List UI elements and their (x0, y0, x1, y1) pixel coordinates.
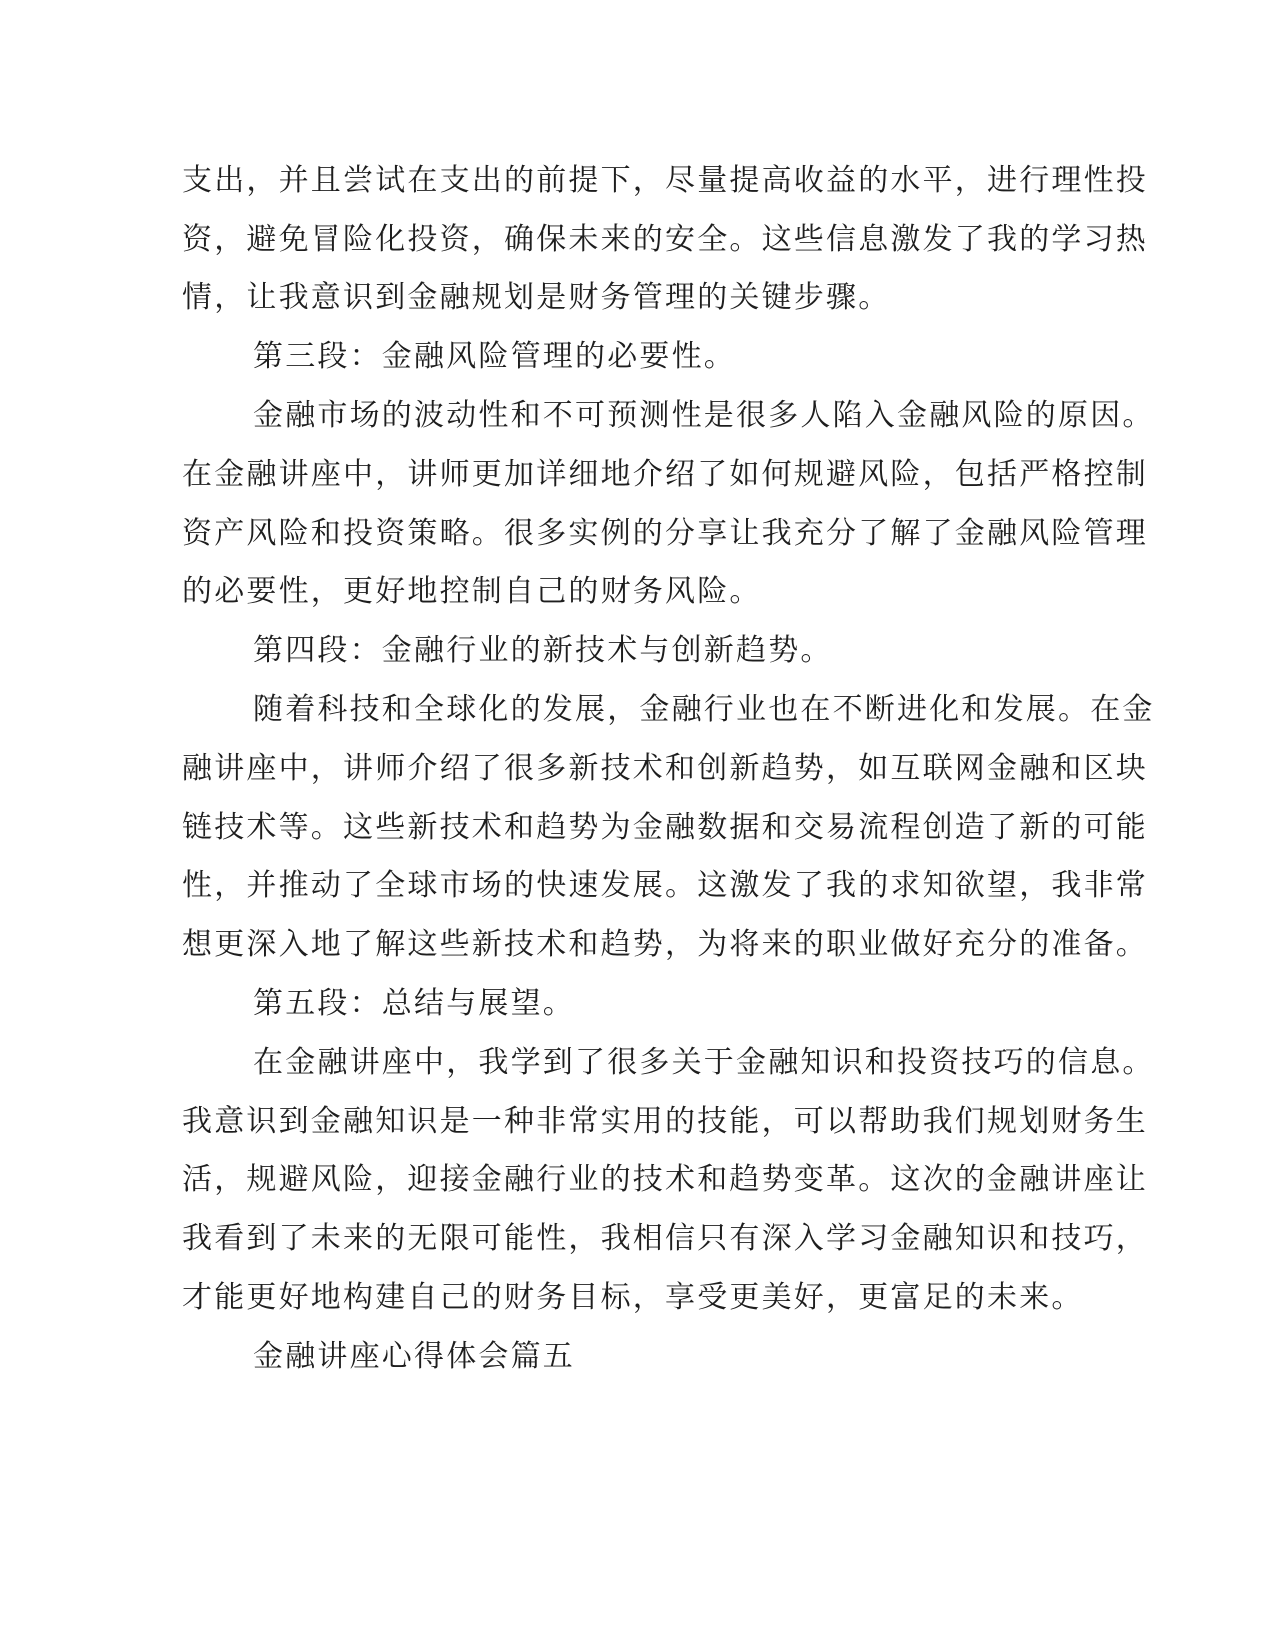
body-text-line: 性，并推动了全球市场的快速发展。这激发了我的求知欲望，我非常 (182, 868, 1148, 903)
body-text-line: 在金融讲座中，讲师更加详细地介绍了如何规避风险，包括严格控制 (182, 457, 1148, 492)
body-text-line: 资产风险和投资策略。很多实例的分享让我充分了解了金融风险管理 (182, 516, 1148, 551)
article-title: 金融讲座心得体会篇五 (253, 1339, 575, 1374)
body-text-line: 在金融讲座中，我学到了很多关于金融知识和投资技巧的信息。 (253, 1045, 1155, 1080)
body-text-line: 融讲座中，讲师介绍了很多新技术和创新趋势，如互联网金融和区块 (182, 751, 1148, 786)
body-text-line: 资，避免冒险化投资，确保未来的安全。这些信息激发了我的学习热 (182, 222, 1148, 257)
body-text-line: 活，规避风险，迎接金融行业的技术和趋势变革。这次的金融讲座让 (182, 1162, 1148, 1197)
body-text-line: 情，让我意识到金融规划是财务管理的关键步骤。 (182, 280, 891, 315)
body-text-line: 想更深入地了解这些新技术和趋势，为将来的职业做好充分的准备。 (182, 927, 1148, 962)
body-text-line: 的必要性，更好地控制自己的财务风险。 (182, 574, 762, 609)
body-text-line: 支出，并且尝试在支出的前提下，尽量提高收益的水平，进行理性投 (182, 163, 1148, 198)
body-text-line: 才能更好地构建自己的财务目标，享受更美好，更富足的未来。 (182, 1280, 1084, 1315)
body-text-line: 我看到了未来的无限可能性，我相信只有深入学习金融知识和技巧， (182, 1221, 1148, 1256)
body-text-line: 随着科技和全球化的发展，金融行业也在不断进化和发展。在金 (253, 692, 1155, 727)
body-text-line: 我意识到金融知识是一种非常实用的技能，可以帮助我们规划财务生 (182, 1104, 1148, 1139)
body-text-line: 链技术等。这些新技术和趋势为金融数据和交易流程创造了新的可能 (182, 810, 1148, 845)
body-text-line: 金融市场的波动性和不可预测性是很多人陷入金融风险的原因。 (253, 398, 1155, 433)
section-heading-4: 第四段：金融行业的新技术与创新趋势。 (253, 633, 833, 668)
section-heading-3: 第三段：金融风险管理的必要性。 (253, 339, 736, 374)
section-heading-5: 第五段：总结与展望。 (253, 986, 575, 1021)
